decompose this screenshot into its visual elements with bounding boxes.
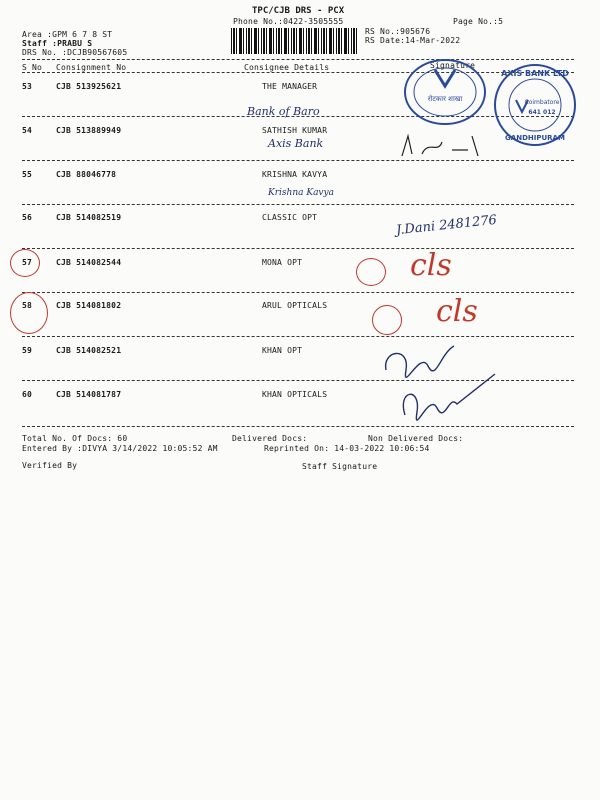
bank-of-baroda-stamp bbox=[400, 56, 490, 128]
col-signature: Signature bbox=[430, 61, 476, 70]
area-field: Area :GPM 6 7 8 ST bbox=[22, 30, 113, 39]
entered-by: Entered By :DIVYA 3/14/2022 10:05:52 AM bbox=[22, 444, 218, 453]
red-handwritten-note: cls bbox=[410, 248, 452, 283]
row-sno: 59 bbox=[22, 346, 33, 355]
row-divider bbox=[22, 292, 574, 293]
row-consignee: KRISHNA KAVYA bbox=[262, 170, 328, 179]
handwritten-note: Krishna Kavya bbox=[268, 188, 334, 198]
row-consignment: CJB 514082521 bbox=[56, 346, 122, 355]
non-delivered-docs: Non Delivered Docs: bbox=[368, 434, 464, 443]
row-consignment: CJB 514082544 bbox=[56, 258, 122, 267]
handwritten-note: Bank of Baro bbox=[247, 105, 320, 118]
row-consignment: CJB 88046778 bbox=[56, 170, 117, 179]
signature-scribble bbox=[398, 130, 488, 160]
row-consignee: SATHISH KUMAR bbox=[262, 126, 328, 135]
row-consignment: CJB 514081787 bbox=[56, 390, 122, 399]
row-consignment: CJB 514081802 bbox=[56, 301, 122, 310]
delivered-docs: Delivered Docs: bbox=[232, 434, 308, 443]
stamp-text: रोटकार शाखा bbox=[427, 95, 463, 103]
red-circle-mark bbox=[10, 292, 48, 334]
row-consignee: THE MANAGER bbox=[262, 82, 318, 91]
row-divider bbox=[22, 248, 574, 249]
red-circle-mark bbox=[372, 305, 402, 335]
col-consignee: Consignee Details bbox=[244, 63, 330, 72]
red-circle-mark bbox=[356, 258, 386, 286]
row-sno: 56 bbox=[22, 213, 33, 222]
red-handwritten-note: cls bbox=[436, 294, 478, 329]
col-consignment: Consignment No bbox=[56, 63, 127, 72]
row-consignee: ARUL OPTICALS bbox=[262, 301, 328, 310]
row-consignee: CLASSIC OPT bbox=[262, 213, 318, 222]
row-sno: 53 bbox=[22, 82, 33, 91]
handwritten-note: J.Dani 2481276 bbox=[395, 212, 498, 239]
total-docs: Total No. Of Docs: 60 bbox=[22, 434, 128, 443]
stamp-text: GANDHIPURAM bbox=[505, 134, 565, 142]
rs-number: RS No.:905676 bbox=[365, 27, 431, 36]
row-sno: 57 bbox=[22, 258, 33, 267]
verified-by: Verified By bbox=[22, 461, 78, 470]
row-divider bbox=[22, 426, 574, 427]
barcode bbox=[231, 28, 359, 54]
phone-number: Phone No.:0422-3505555 bbox=[233, 17, 344, 26]
axis-bank-stamp bbox=[490, 60, 580, 150]
stamp-text: 641 012 bbox=[528, 109, 556, 116]
drs-number: DRS No. :DCJB90567605 bbox=[22, 48, 128, 57]
row-sno: 60 bbox=[22, 390, 33, 399]
handwritten-note: Axis Bank bbox=[268, 137, 324, 150]
row-divider bbox=[22, 160, 574, 161]
row-divider bbox=[22, 336, 574, 337]
row-consignee: KHAN OPTICALS bbox=[262, 390, 328, 399]
document-title: TPC/CJB DRS - PCX bbox=[252, 6, 345, 16]
row-sno: 55 bbox=[22, 170, 33, 179]
staff-signature: Staff Signature bbox=[302, 462, 378, 471]
stamp-text: AXIS BANK LTD bbox=[501, 69, 569, 78]
row-consignment: CJB 514082519 bbox=[56, 213, 122, 222]
row-sno: 54 bbox=[22, 126, 33, 135]
signature-scribble bbox=[395, 370, 505, 425]
rs-date: RS Date:14-Mar-2022 bbox=[365, 36, 461, 45]
stamp-text: Coimbatore bbox=[524, 99, 560, 106]
page-number: Page No.:5 bbox=[453, 17, 504, 26]
row-consignee: KHAN OPT bbox=[262, 346, 303, 355]
col-sno: S No bbox=[22, 63, 43, 72]
staff-field: Staff :PRABU S bbox=[22, 39, 93, 48]
row-consignment: CJB 513925621 bbox=[56, 82, 122, 91]
row-divider bbox=[22, 204, 574, 205]
row-consignee: MONA OPT bbox=[262, 258, 303, 267]
row-sno: 58 bbox=[22, 301, 33, 310]
reprinted-on: Reprinted On: 14-03-2022 10:06:54 bbox=[264, 444, 430, 453]
row-consignment: CJB 513889949 bbox=[56, 126, 122, 135]
